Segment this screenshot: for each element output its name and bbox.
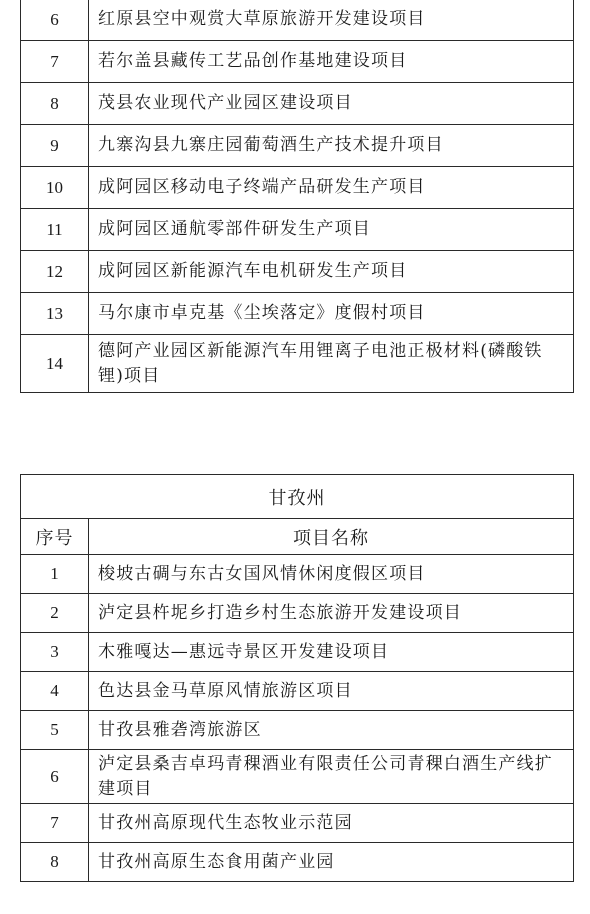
project-name: 成阿园区移动电子终端产品研发生产项目 <box>89 167 574 209</box>
row-number: 7 <box>21 804 89 843</box>
column-header-number: 序号 <box>21 519 89 555</box>
table-title-row <box>21 475 574 519</box>
project-name: 红原县空中观赏大草原旅游开发建设项目 <box>89 0 574 41</box>
row-number: 6 <box>21 0 89 41</box>
row-number: 14 <box>21 335 89 393</box>
table-row <box>21 804 574 843</box>
table-row <box>21 711 574 750</box>
project-name: 梭坡古碉与东古女国风情休闲度假区项目 <box>89 555 574 594</box>
project-table-ganzi <box>20 474 574 882</box>
row-number: 13 <box>21 293 89 335</box>
row-number: 1 <box>21 555 89 594</box>
row-number: 3 <box>21 633 89 672</box>
project-name: 茂县农业现代产业园区建设项目 <box>89 83 574 125</box>
row-number: 7 <box>21 41 89 83</box>
row-number: 9 <box>21 125 89 167</box>
section-title: 甘孜州 <box>21 475 574 519</box>
project-name: 马尔康市卓克基《尘埃落定》度假村项目 <box>89 293 574 335</box>
table-row <box>21 167 574 209</box>
table-header-row <box>21 519 574 555</box>
project-name: 甘孜州高原现代生态牧业示范园 <box>89 804 574 843</box>
row-number: 4 <box>21 672 89 711</box>
row-number: 10 <box>21 167 89 209</box>
table-row <box>21 335 574 393</box>
project-name: 成阿园区新能源汽车电机研发生产项目 <box>89 251 574 293</box>
project-name: 若尔盖县藏传工艺品创作基地建设项目 <box>89 41 574 83</box>
table-row <box>21 41 574 83</box>
row-number: 8 <box>21 83 89 125</box>
table-row <box>21 209 574 251</box>
table-row <box>21 672 574 711</box>
table-row <box>21 594 574 633</box>
table-row <box>21 750 574 804</box>
row-number: 6 <box>21 750 89 804</box>
table-row <box>21 293 574 335</box>
row-number: 8 <box>21 843 89 882</box>
project-name: 九寨沟县九寨庄园葡萄酒生产技术提升项目 <box>89 125 574 167</box>
table-row <box>21 843 574 882</box>
project-name: 色达县金马草原风情旅游区项目 <box>89 672 574 711</box>
project-name: 德阿产业园区新能源汽车用锂离子电池正极材料(磷酸铁锂)项目 <box>89 335 574 393</box>
row-number: 5 <box>21 711 89 750</box>
row-number: 2 <box>21 594 89 633</box>
table-row <box>21 83 574 125</box>
table-row <box>21 125 574 167</box>
project-name: 成阿园区通航零部件研发生产项目 <box>89 209 574 251</box>
project-name: 木雅嘎达—惠远寺景区开发建设项目 <box>89 633 574 672</box>
project-name: 泸定县桑吉卓玛青稞酒业有限责任公司青稞白酒生产线扩建项目 <box>89 750 574 804</box>
table-row <box>21 633 574 672</box>
project-table-aba-continued <box>20 0 574 393</box>
row-number: 11 <box>21 209 89 251</box>
project-name: 泸定县杵坭乡打造乡村生态旅游开发建设项目 <box>89 594 574 633</box>
project-name: 甘孜州高原生态食用菌产业园 <box>89 843 574 882</box>
table-row <box>21 0 574 41</box>
row-number: 12 <box>21 251 89 293</box>
table-row <box>21 251 574 293</box>
table-row <box>21 555 574 594</box>
project-name: 甘孜县雅砻湾旅游区 <box>89 711 574 750</box>
column-header-project-name: 项目名称 <box>89 519 574 555</box>
